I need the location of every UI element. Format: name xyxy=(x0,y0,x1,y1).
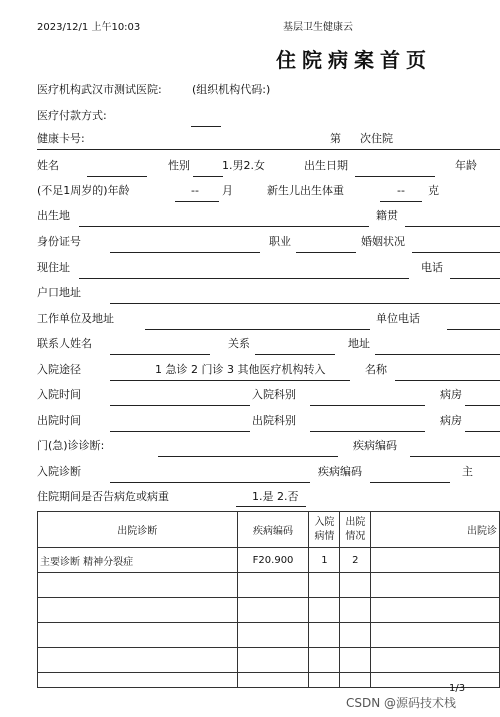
ward-in-label: 病房 xyxy=(440,388,462,401)
work-address-label: 工作单位及地址 xyxy=(37,312,114,325)
discharge-diagnosis-table xyxy=(37,511,500,688)
occupation-label: 职业 xyxy=(269,235,291,248)
table-row xyxy=(38,648,500,673)
sex-options: 1.男2.女 xyxy=(222,159,265,172)
outpatient-diagnosis-label: 门(急)诊诊断: xyxy=(37,439,105,452)
admission-condition-header: 入院病情 xyxy=(309,512,340,548)
main-label-cut: 主 xyxy=(462,465,473,478)
admission-times-label: 次住院 xyxy=(360,132,393,145)
admission-time-line xyxy=(110,405,250,406)
phone-label: 电话 xyxy=(421,261,443,274)
marital-status-line xyxy=(412,252,500,253)
gram-label: 克 xyxy=(428,184,439,197)
contact-address-line xyxy=(375,354,500,355)
work-phone-label: 单位电话 xyxy=(376,312,420,325)
id-number-label: 身份证号 xyxy=(37,235,81,248)
org-code-label: (组织机构代码:) xyxy=(192,83,271,96)
table-row xyxy=(38,573,500,598)
dob-line xyxy=(355,176,435,177)
native-place-line xyxy=(405,226,500,227)
disease-code-line-1 xyxy=(410,456,500,457)
institution-label: 医疗机构武汉市测试医院: xyxy=(37,83,162,96)
sex-label: 性别 xyxy=(168,159,190,172)
month-label: 月 xyxy=(222,184,233,197)
discharge-condition-header: 出院情况 xyxy=(340,512,371,548)
disease-code-line-2 xyxy=(370,482,450,483)
address-line xyxy=(79,278,409,279)
ward-in-line xyxy=(465,405,500,406)
payment-method-line xyxy=(191,126,221,127)
empty-cell xyxy=(371,548,500,573)
page-number: 1/3 xyxy=(449,683,466,694)
relation-label: 关系 xyxy=(228,337,250,350)
infant-age-value: -- xyxy=(191,184,199,197)
infant-age-label: (不足1周岁的)年龄 xyxy=(37,184,130,197)
marital-status-label: 婚姻状况 xyxy=(361,235,405,248)
discharge-time-line xyxy=(110,431,250,432)
disease-code-label-1: 疾病编码 xyxy=(353,439,397,452)
admission-route-label: 入院途径 xyxy=(37,363,81,376)
newborn-weight-value: -- xyxy=(397,184,405,197)
site-name: 基层卫生健康云 xyxy=(283,22,353,33)
occupation-line xyxy=(296,252,356,253)
page-title: 住院病案首页 xyxy=(276,48,432,72)
discharge-time-label: 出院时间 xyxy=(37,414,81,427)
critical-condition-line xyxy=(236,506,306,507)
disease-code-header: 疾病编码 xyxy=(237,512,309,548)
contact-address-label: 地址 xyxy=(348,337,370,350)
discharge-dept-label: 出院科别 xyxy=(252,414,296,427)
critical-condition-label: 住院期间是否告病危或病重 xyxy=(37,490,169,503)
diagnosis-header: 出院诊断 xyxy=(38,512,238,548)
ward-out-label: 病房 xyxy=(440,414,462,427)
id-number-line xyxy=(110,252,260,253)
hukou-line xyxy=(110,303,500,304)
birthplace-label: 出生地 xyxy=(37,209,70,222)
admission-condition-cell: 1 xyxy=(309,548,340,573)
ward-out-line xyxy=(465,431,500,432)
work-phone-line xyxy=(447,329,500,330)
disease-code-label-2: 疾病编码 xyxy=(318,465,362,478)
nth-label: 第 xyxy=(330,132,341,145)
newborn-weight-label: 新生儿出生体重 xyxy=(267,184,344,197)
admission-time-label: 入院时间 xyxy=(37,388,81,401)
address-label: 现住址 xyxy=(37,261,70,274)
print-timestamp: 2023/12/1 上午10:03 xyxy=(37,22,141,33)
age-label: 年龄 xyxy=(455,159,477,172)
route-name-line xyxy=(395,380,500,381)
phone-line xyxy=(450,278,500,279)
payment-method-label: 医疗付款方式: xyxy=(37,109,107,122)
watermark: CSDN @源码技术栈 xyxy=(346,696,457,710)
outpatient-diagnosis-line xyxy=(158,456,338,457)
table-row xyxy=(38,623,500,648)
table-row xyxy=(38,598,500,623)
admission-dept-line xyxy=(310,405,425,406)
discharge-dept-line xyxy=(310,431,425,432)
birthplace-line xyxy=(79,226,369,227)
contact-name-line xyxy=(110,354,210,355)
contact-name-label: 联系人姓名 xyxy=(37,337,92,350)
diagnosis-header-2: 出院诊 xyxy=(371,512,500,548)
relation-line xyxy=(255,354,335,355)
header-divider xyxy=(37,149,500,150)
table-row xyxy=(38,548,500,573)
hukou-label: 户口地址 xyxy=(37,286,81,299)
health-card-label: 健康卡号: xyxy=(37,132,85,145)
admission-diagnosis-line xyxy=(110,482,310,483)
route-name-label: 名称 xyxy=(365,363,387,376)
newborn-weight-line xyxy=(380,201,422,202)
admission-dept-label: 入院科别 xyxy=(252,388,296,401)
native-place-label: 籍贯 xyxy=(376,209,398,222)
name-label: 姓名 xyxy=(37,159,59,172)
name-line xyxy=(87,176,147,177)
admission-diagnosis-label: 入院诊断 xyxy=(37,465,81,478)
table-header-row xyxy=(38,512,500,548)
critical-condition-options: 1.是 2.否 xyxy=(252,490,299,503)
infant-age-line xyxy=(175,201,219,202)
main-diagnosis-cell: 主要诊断 精神分裂症 xyxy=(38,548,238,573)
work-address-line xyxy=(145,329,370,330)
admission-route-options: 1 急诊 2 门诊 3 其他医疗机构转入 xyxy=(155,363,326,376)
discharge-condition-cell: 2 xyxy=(340,548,371,573)
table-row xyxy=(38,673,500,688)
sex-line xyxy=(193,176,223,177)
disease-code-cell: F20.900 xyxy=(237,548,309,573)
admission-route-line xyxy=(110,380,350,381)
dob-label: 出生日期 xyxy=(304,159,348,172)
